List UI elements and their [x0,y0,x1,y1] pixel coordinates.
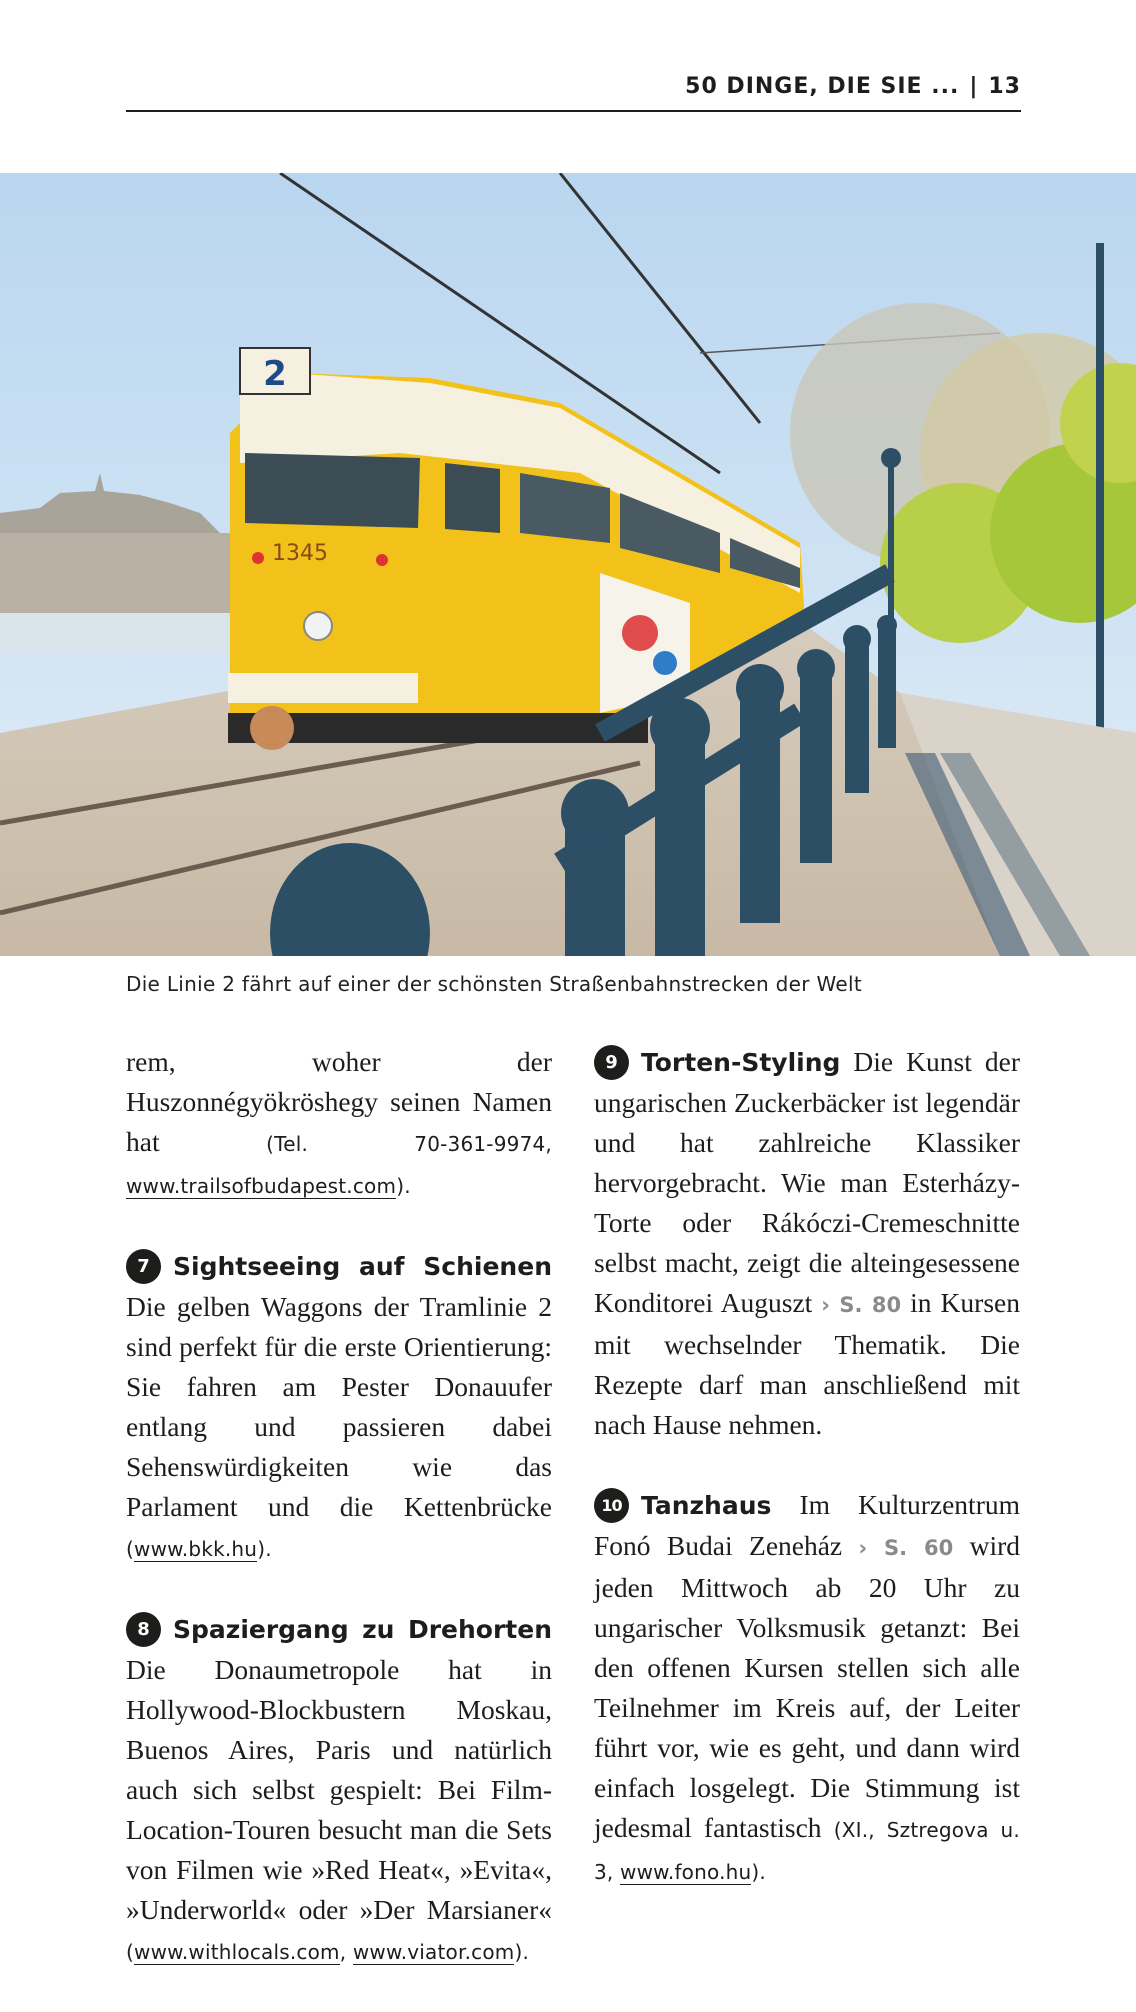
right-column [594,1042,1020,1932]
item-9-title: Torten-Styling [641,1048,841,1077]
item-7-open: ( [126,1537,135,1561]
page-reference[interactable]: › S. 80 [821,1293,902,1317]
item-7-close: ). [257,1537,272,1561]
tram-photo [0,173,1136,956]
item-number-badge: 7 [126,1249,161,1284]
running-title: 50 DINGE, DIE SIE ... [685,74,960,99]
intro-contact: (Tel. 70-361-9974, [266,1132,552,1156]
item-10-close: ). [751,1860,766,1884]
fono-link[interactable]: www.fono.hu [620,1860,752,1884]
intro-close: ). [396,1174,411,1198]
item-number-badge: 9 [594,1045,629,1080]
page-reference[interactable]: › S. 60 [858,1536,954,1560]
item-9 [594,1042,1020,1445]
item-8-title: Spaziergang zu Drehorten [173,1615,552,1644]
item-8-text: Die Donaumetropole hat in Hollywood-Blockbustern Moskau, Buenos Aires, Paris und natürlich auch sich selbst gespielt: Bei Film-Location-Touren besucht man die Sets von Filmen wie »Red Heat«, »Evita«, »Underworld« oder »Der Marsianer« [126,1654,552,1925]
item-8-close: ). [514,1940,530,1964]
item-9-text-2: in Kursen mit wechselnder Thematik. Die Rezepte darf man anschließend mit nach Hause nehmen. [594,1287,1020,1440]
withlocals-link[interactable]: www.withlocals.com [134,1940,340,1964]
item-10-address: (XI., Sztregova u. 3, [594,1818,1020,1884]
item-9-text: Die Kunst der ungarischen Zuckerbäcker ist legendär und hat zahlreiche Klassiker hervorgebracht. Wie man Esterházy-Torte oder Rákóczi-Cremeschnitte selbst macht, zeigt die alteingesessene Konditorei Auguszt [594,1046,1020,1318]
item-10-title: Tanzhaus [641,1491,772,1520]
item-8-open: ( [126,1940,135,1964]
page-number: 13 [988,74,1021,99]
item-7 [126,1246,552,1569]
tram-route-number: 2 [263,354,287,394]
bkk-link[interactable]: www.bkk.hu [134,1537,258,1561]
item-10-text-2: wird jeden Mittwoch ab 20 Uhr zu ungarischer Volksmusik getanzt: Bei den offenen Kursen stellen sich alle Teilnehmer im Kreis auf, der Leiter führt vor, wie es geht, und dann wird einfach losgelegt. Die Stimmung ist jedesmal fantastisch [594,1530,1020,1843]
viator-link[interactable]: www.viator.com [352,1940,515,1964]
item-number-badge: 8 [126,1612,161,1647]
tram-car-number: 1345 [272,541,328,566]
header-separator: | [969,74,979,99]
intro-text: rem, woher der Huszonnégyökröshegy seinen Namen hat [126,1046,552,1157]
item-10 [594,1485,1020,1892]
intro-paragraph [126,1042,552,1206]
running-header [126,66,1021,112]
item-8 [126,1609,552,1972]
item-8-comma: , [339,1940,353,1964]
item-number-badge: 10 [594,1488,629,1523]
photo-caption: Die Linie 2 fährt auf einer der schönsten Straßenbahnstrecken der Welt [126,972,862,996]
item-7-title: Sightseeing auf Schienen [173,1252,552,1281]
left-column [126,1042,552,2012]
trailsofbudapest-link[interactable]: www.trailsofbudapest.com [126,1174,397,1198]
item-10-text: Im Kulturzentrum Fonó Budai Zeneház [594,1489,1020,1561]
item-7-text: Die gelben Waggons der Tramlinie 2 sind perfekt für die erste Orientierung: Sie fahren am Pester Donauufer entlang und passieren dabei Sehenswürdigkeiten wie das Parlament und die Kettenbrücke [126,1291,552,1522]
